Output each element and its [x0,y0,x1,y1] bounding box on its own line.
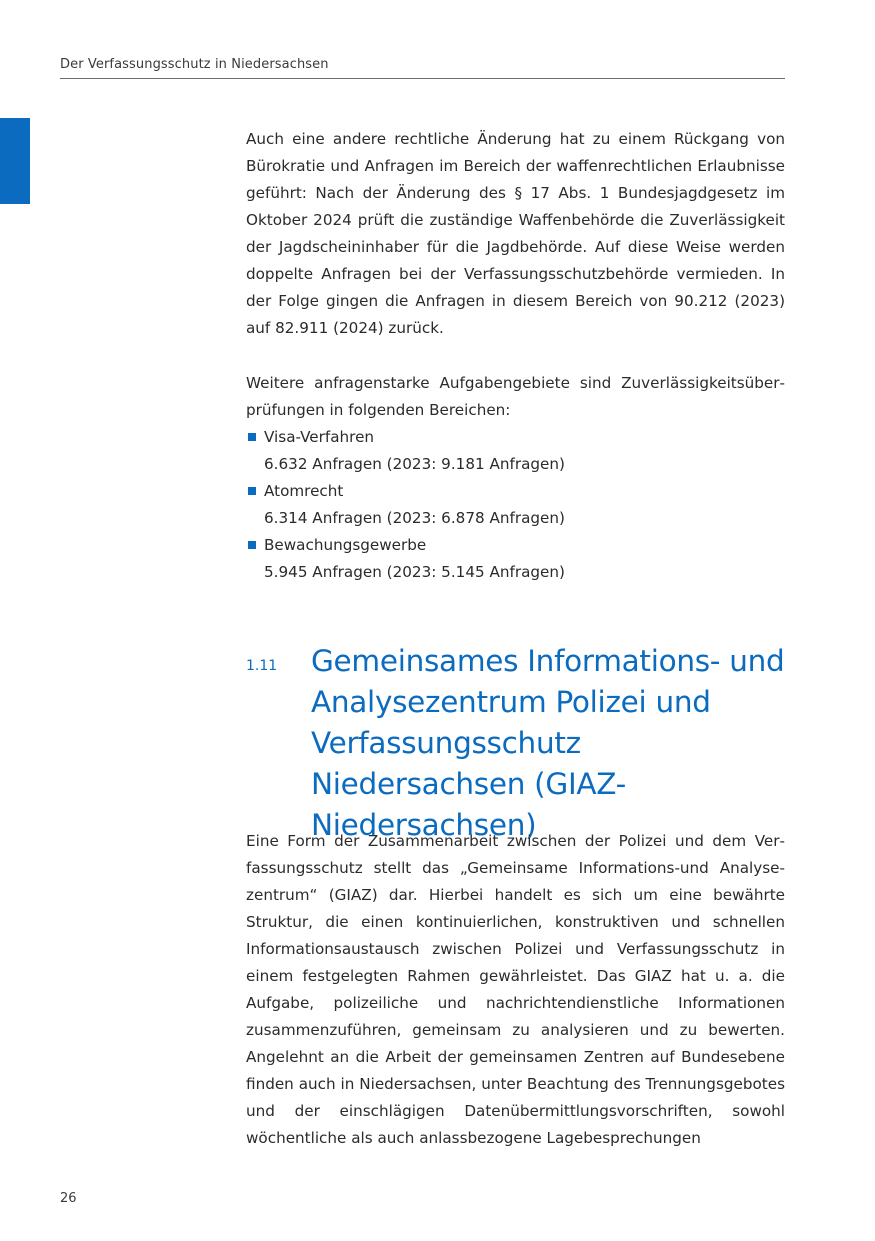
list-item [246,478,785,532]
square-bullet-icon [248,487,256,495]
body-paragraph-1: Auch eine andere rechtliche Änderung hat zu einem Rückgang von Bürokratie und Anfragen im Bereich der waffenrechtlichen Erlaubnisse geführt: Nach der Änderung des § 17 Abs. 1 Bundesjagdgesetz im Oktober 2024 prüft die zuständige Waffenbehörde die Zuverlässigkeit der Jagdscheininhaber für die Jagdbehörde. Auf diese Weise werden doppelte Anfragen bei der Verfassungsschutzbehörde vermieden. In der Folge gingen die Anfragen in diesem Bereich von 90.212 (2023) auf 82.911 (2024) zurück. [246,130,785,337]
section-number: 1.11 [246,658,278,674]
header-rule [60,78,785,79]
bullet-list [246,424,785,586]
list-item-label: Visa-Verfahren [264,428,375,446]
body-paragraph-2: Weitere anfragenstarke Aufgabengebiete sind Zuverlässigkeitsüberprüfungen in folgenden Bereichen: [246,374,785,419]
list-item [246,424,785,478]
list-item-label: Atomrecht [264,482,344,500]
list-item-label: Bewachungsgewerbe [264,536,427,554]
list-item [246,532,785,586]
square-bullet-icon [248,541,256,549]
list-item-detail: 6.314 Anfragen (2023: 6.878 Anfragen) [264,509,565,527]
chapter-tab-marker [0,118,30,204]
body-paragraph-3: Eine Form der Zusammenarbeit zwischen der Polizei und dem Verfassungsschutz stellt das „Gemeinsame Informations-und Analysezentrum“ (GIAZ) dar. Hierbei handelt es sich um eine bewährte Struktur, die einen kontinuierlichen, konstruktiven und schnellen Informationsaustausch zwischen Polizei und Verfassungsschutz in einem festgelegten Rahmen gewährleistet. Das GIAZ hat u. a. die Aufgabe, polizeiliche und nachrichtendienstliche Informationen zusammenzuführen, gemeinsam zu analysieren und zu bewerten. Angelehnt an die Arbeit der gemeinsamen Zentren auf Bundesebene finden auch in Niedersachsen, unter Beachtung des Trennungsgebotes und der einschlägigen Datenübermittlungsvorschriften, sowohl wöchentliche als auch anlassbezogene Lagebesprechungen [246,832,785,1147]
list-item-detail: 6.632 Anfragen (2023: 9.181 Anfragen) [264,455,565,473]
running-header: Der Verfassungsschutz in Niedersachsen [60,57,329,72]
page-number: 26 [60,1191,77,1206]
list-item-detail: 5.945 Anfragen (2023: 5.145 Anfragen) [264,563,565,581]
square-bullet-icon [248,433,256,441]
section-heading: Gemeinsames Informations- und Analysezentrum Polizei und Verfassungsschutz Niedersachsen (GIAZ-Niedersachsen) [311,644,785,842]
